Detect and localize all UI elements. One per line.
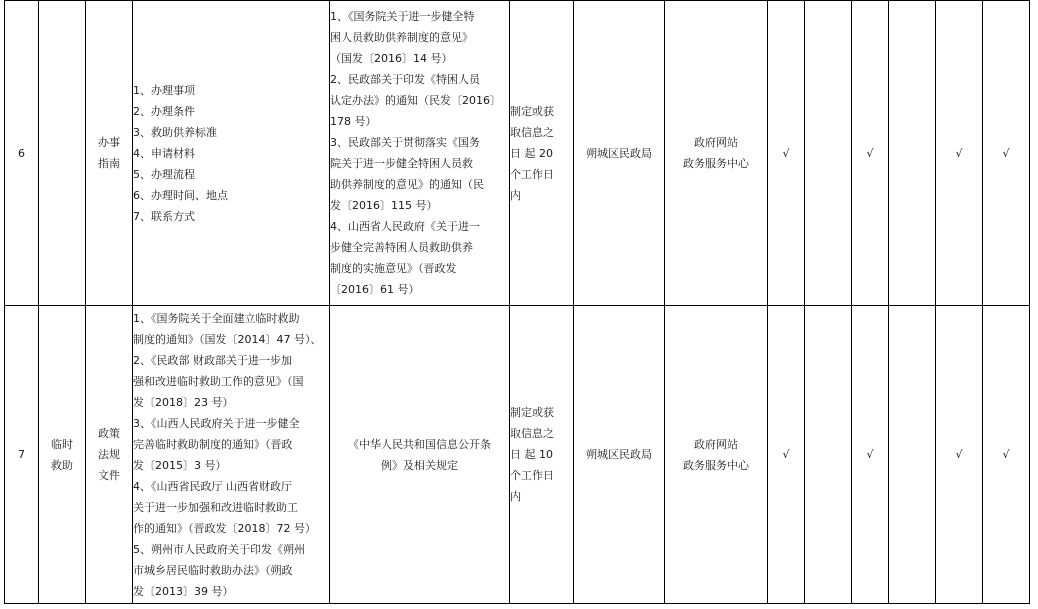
basis-line: 〔2016〕61 号）	[330, 283, 420, 296]
row-number: 6	[5, 1, 39, 306]
basis-line: 1、《国务院关于进一步健全特	[330, 10, 475, 23]
basis-line: 例》及相关规定	[381, 458, 458, 472]
check-mark: √	[936, 306, 983, 604]
time-limit-line: 取信息之	[510, 125, 554, 139]
time-limit-line: 取信息之	[510, 427, 554, 440]
basis-line: （国发〔2016〕14 号）	[330, 52, 453, 65]
check-mark: √	[768, 306, 805, 604]
time-limit-cell	[510, 1, 574, 306]
row-number: 7	[5, 306, 39, 604]
check-mark: √	[983, 1, 1030, 306]
item-line: 文件	[98, 469, 120, 482]
content-line: 制度的通知》（国发〔2014〕47 号）、	[133, 332, 322, 346]
basis-line: 制度的实施意见》（晋政发	[330, 262, 457, 275]
content-line: 5、朔州市人民政府关于印发《朔州	[133, 542, 305, 556]
check-mark: √	[768, 1, 805, 306]
content-line: 4、申请材料	[133, 146, 195, 160]
basis-line: 《中华人民共和国信息公开条	[348, 437, 491, 451]
time-limit-cell	[510, 306, 574, 604]
table-row	[5, 1, 1030, 306]
item-line: 办事	[98, 136, 120, 149]
channel-cell	[665, 1, 768, 306]
time-limit-line: 内	[510, 490, 521, 503]
content-line: 2、办理条件	[133, 104, 195, 118]
content-line: 市城乡居民临时救助办法》（朔政	[133, 563, 293, 577]
table-row	[5, 306, 1030, 604]
channel-cell	[665, 306, 768, 604]
check-mark	[889, 1, 936, 306]
basis-cell	[330, 306, 510, 604]
basis-line: 步健全完善特困人员救助供养	[330, 241, 473, 254]
content-line: 7、联系方式	[133, 209, 195, 223]
basis-cell	[330, 1, 510, 306]
basis-line: 院关于进一步健全特困人员救	[330, 157, 473, 170]
basis-line: 2、民政部关于印发《特困人员	[330, 73, 480, 86]
basis-line: 助供养制度的意见》的通知（民	[330, 178, 484, 191]
basis-line: 4、山西省人民政府《关于进一	[330, 220, 480, 233]
item-line: 政策	[98, 427, 120, 440]
channel-line: 政府网站	[694, 136, 738, 149]
content-line: 3、救助供养标准	[133, 125, 217, 139]
content-line: 1、办理事项	[133, 83, 195, 97]
content-line: 完善临时救助制度的通知》（晋政	[133, 437, 293, 451]
basis-line: 认定办法》的通知（民发〔2016〕	[330, 94, 501, 107]
item-cell	[86, 306, 133, 604]
basis-line: 178 号）	[330, 115, 377, 128]
check-mark	[805, 1, 852, 306]
check-mark	[805, 306, 852, 604]
content-line: 关于进一步加强和改进临时救助工	[133, 500, 298, 514]
check-mark: √	[983, 306, 1030, 604]
content-line: 发〔2013〕39 号）	[133, 584, 234, 598]
item-line: 指南	[98, 157, 120, 170]
time-limit-line: 内	[510, 188, 521, 202]
organ-cell: 朔城区民政局	[574, 1, 665, 306]
channel-line: 政务服务中心	[683, 458, 749, 472]
content-line: 3、《山西人民政府关于进一步健全	[133, 416, 300, 430]
category-cell	[39, 1, 86, 306]
content-line: 1、《国务院关于全面建立临时救助	[133, 311, 300, 325]
item-line: 法规	[98, 448, 120, 461]
content-line: 发〔2015〕3 号）	[133, 458, 227, 472]
check-mark: √	[936, 1, 983, 306]
content-line: 强和改进临时救助工作的意见》（国	[133, 374, 304, 388]
time-limit-line: 制定或获	[510, 406, 554, 419]
time-limit-line: 个工作日	[510, 469, 554, 482]
content-line: 5、办理流程	[133, 167, 195, 181]
category-line: 救助	[51, 458, 73, 472]
basis-line: 3、民政部关于贯彻落实《国务	[330, 136, 480, 149]
disclosure-table	[4, 0, 1030, 604]
category-line: 临时	[51, 437, 73, 451]
content-line: 发〔2018〕23 号）	[133, 395, 234, 409]
check-mark	[889, 306, 936, 604]
check-mark: √	[852, 1, 889, 306]
content-cell	[133, 1, 330, 306]
organ-cell: 朔城区民政局	[574, 306, 665, 604]
content-line: 6、办理时间、地点	[133, 188, 228, 202]
time-limit-line: 个工作日	[510, 167, 554, 181]
time-limit-line: 日 起 20	[510, 146, 553, 160]
category-cell	[39, 306, 86, 604]
basis-line: 发〔2016〕115 号）	[330, 199, 438, 212]
content-line: 作的通知》（晋政发〔2018〕72 号）	[133, 521, 316, 535]
content-line: 4、《山西省民政厅 山西省财政厅	[133, 479, 292, 493]
check-mark: √	[852, 306, 889, 604]
item-cell	[86, 1, 133, 306]
time-limit-line: 制定或获	[510, 104, 554, 118]
basis-line: 困人员救助供养制度的意见》	[330, 31, 473, 44]
content-cell	[133, 306, 330, 604]
content-line: 2、《民政部 财政部关于进一步加	[133, 353, 292, 367]
channel-line: 政府网站	[694, 437, 738, 451]
channel-line: 政务服务中心	[683, 157, 749, 170]
time-limit-line: 日 起 10	[510, 448, 553, 461]
